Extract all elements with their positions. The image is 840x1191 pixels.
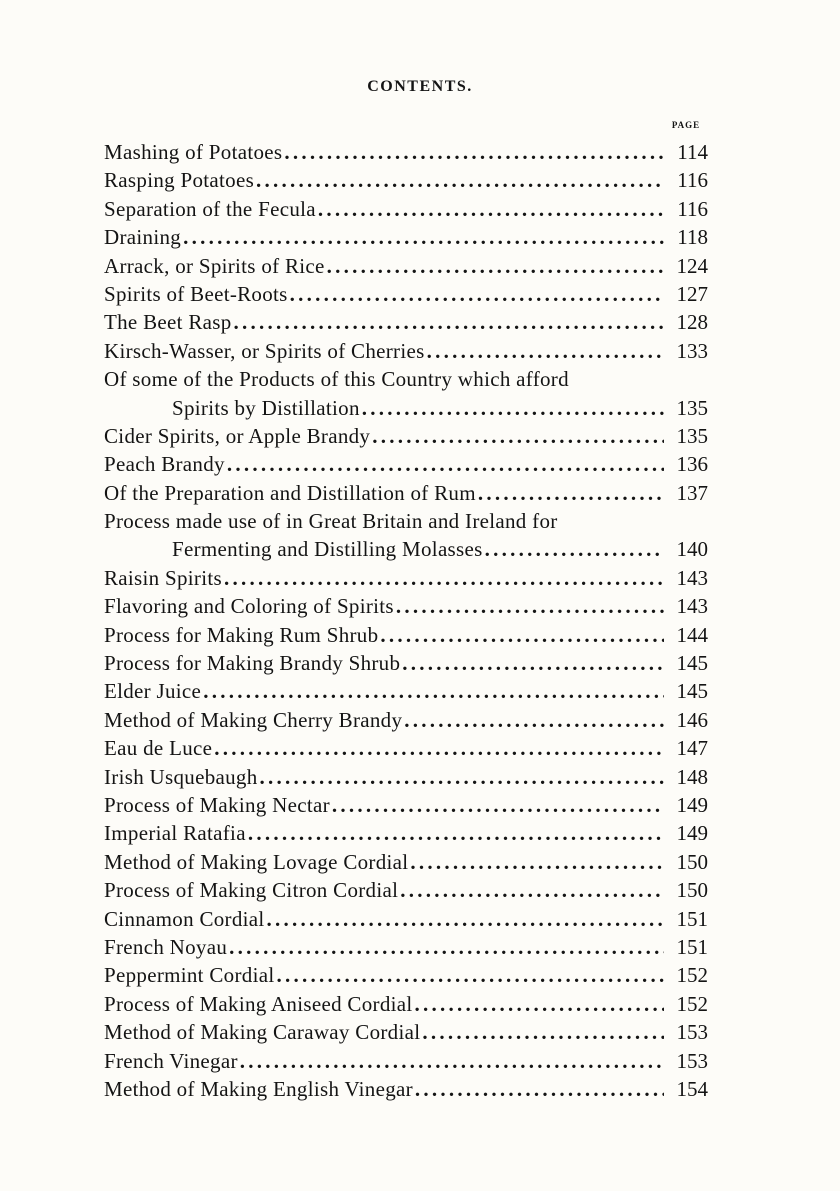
toc-entry: [104, 394, 708, 422]
dot-leader: [404, 706, 664, 734]
entry-page: 116: [677, 196, 708, 221]
entry-title: Mashing of Potatoes: [104, 140, 283, 164]
entry-title: Of the Preparation and Distillation of Rum: [104, 480, 476, 505]
entry-title: Method of Making Lovage Cordial: [104, 849, 409, 874]
entry-title: Process of Making Citron Cordial: [104, 878, 399, 903]
dot-leader: [372, 422, 664, 450]
toc-entry: [104, 819, 708, 847]
entry-page: 127: [676, 281, 708, 306]
entry-title: Rasping Potatoes: [104, 168, 255, 193]
dot-leader: [214, 734, 664, 762]
dot-leader: [415, 1075, 664, 1103]
entry-page: 136: [676, 452, 708, 477]
entry-title: Fermenting and Distilling Molasses: [172, 537, 483, 562]
dot-leader: [267, 905, 664, 933]
entry-page: 151: [676, 934, 708, 959]
entry-page: 118: [677, 225, 708, 250]
entry-title: Peach Brandy: [104, 452, 225, 477]
entry-page: 149: [676, 792, 708, 817]
toc-entry: [104, 1047, 708, 1075]
dot-leader: [183, 223, 664, 251]
entry-title: Spirits of Beet-Roots: [104, 281, 288, 306]
entry-title: The Beet Rasp: [104, 310, 232, 335]
entry-title: Separation of the Fecula: [104, 196, 316, 221]
entry-page: 124: [676, 253, 708, 278]
dot-leader: [256, 166, 664, 194]
toc-entry: [104, 535, 708, 563]
entry-page: 140: [676, 537, 708, 562]
dot-leader: [234, 308, 664, 336]
entry-title: Arrack, or Spirits of Rice: [104, 253, 325, 278]
dot-leader: [402, 649, 664, 677]
toc-entry: [104, 308, 708, 336]
toc-entry: [104, 734, 708, 762]
toc-entry: [104, 848, 708, 876]
toc-entry: [104, 1018, 708, 1046]
toc-entry: [104, 621, 708, 649]
dot-leader: [400, 876, 664, 904]
toc-entry: [104, 592, 708, 620]
entry-page: 150: [676, 878, 708, 903]
dot-leader: [318, 195, 664, 223]
toc-entry: [104, 223, 708, 251]
toc-entry: [104, 195, 708, 223]
toc-entry: [104, 252, 708, 280]
toc-entry: [104, 450, 708, 478]
toc-entry: [104, 677, 708, 705]
entry-title: Process of Making Aniseed Cordial: [104, 991, 413, 1016]
dot-leader: [422, 1018, 664, 1046]
toc-entry: [104, 763, 708, 791]
dot-leader: [240, 1047, 664, 1075]
toc-entry: [104, 791, 708, 819]
entry-page: 135: [676, 395, 708, 420]
toc-entry: [104, 138, 708, 166]
dot-leader: [327, 252, 664, 280]
entry-title: Irish Usquebaugh: [104, 764, 258, 789]
dot-leader: [276, 961, 664, 989]
dot-leader: [290, 280, 664, 308]
toc-entry-continued: [104, 507, 708, 535]
entry-page: 153: [676, 1048, 708, 1073]
entry-page: 149: [676, 821, 708, 846]
dot-leader: [224, 564, 664, 592]
entry-title: Process for Making Brandy Shrub: [104, 651, 401, 676]
dot-leader: [396, 592, 664, 620]
entry-title: Draining: [104, 225, 182, 250]
entry-page: 137: [676, 480, 708, 505]
entry-page: 153: [676, 1020, 708, 1045]
dot-leader: [485, 535, 664, 563]
dot-leader: [415, 990, 664, 1018]
toc-entry: [104, 166, 708, 194]
toc-entry: [104, 337, 708, 365]
entry-page: 151: [676, 906, 708, 931]
entry-title: Elder Juice: [104, 679, 202, 704]
entry-page: 152: [676, 991, 708, 1016]
entry-title: Method of Making Caraway Cordial: [104, 1020, 421, 1045]
entry-title: Process of Making Nectar: [104, 792, 330, 817]
dot-leader: [478, 479, 664, 507]
entry-title: Cider Spirits, or Apple Brandy: [104, 423, 371, 448]
dot-leader: [380, 621, 664, 649]
entry-title: Flavoring and Coloring of Spirits: [104, 594, 394, 619]
entry-title: Kirsch-Wasser, or Spirits of Cherries: [104, 338, 425, 363]
entry-title: Method of Making English Vinegar: [104, 1076, 413, 1101]
entry-page: 148: [676, 764, 708, 789]
entry-title: French Vinegar: [104, 1048, 238, 1073]
dot-leader: [362, 394, 664, 422]
toc-entry-continued: [104, 365, 708, 393]
entry-page: 133: [676, 338, 708, 363]
entry-title: Imperial Ratafia: [104, 821, 246, 846]
entry-title: Process made use of in Great Britain and Ireland for: [104, 509, 558, 534]
entry-page: 128: [676, 310, 708, 335]
entry-title: French Noyau: [104, 934, 228, 959]
page-title: CONTENTS.: [367, 78, 473, 95]
entry-title: Method of Making Cherry Brandy: [104, 707, 403, 732]
entry-page: 114: [677, 140, 708, 164]
dot-leader: [203, 677, 664, 705]
dot-leader: [410, 848, 664, 876]
dot-leader: [284, 138, 664, 166]
toc-entry: [104, 990, 708, 1018]
entry-page: 144: [676, 622, 708, 647]
entry-page: 143: [676, 565, 708, 590]
toc-entry: [104, 479, 708, 507]
toc-entry: [104, 564, 708, 592]
entry-title: Peppermint Cordial: [104, 963, 275, 988]
dot-leader: [332, 791, 664, 819]
entry-page: 145: [676, 651, 708, 676]
toc-entry: [104, 649, 708, 677]
toc-entry: [104, 1075, 708, 1103]
dot-leader: [260, 763, 664, 791]
entry-page: 152: [676, 963, 708, 988]
entry-title: Cinnamon Cordial: [104, 906, 265, 931]
table-of-contents: [104, 138, 708, 1103]
toc-entry: [104, 961, 708, 989]
page-column-label: PAGE: [671, 120, 701, 130]
dot-leader: [227, 450, 664, 478]
toc-entry: [104, 280, 708, 308]
entry-page: 146: [676, 707, 708, 732]
toc-entry: [104, 933, 708, 961]
toc-entry: [104, 876, 708, 904]
toc-entry: [104, 905, 708, 933]
toc-entry: [104, 706, 708, 734]
entry-title: Raisin Spirits: [104, 565, 222, 590]
entry-title: Eau de Luce: [104, 736, 213, 761]
dot-leader: [229, 933, 664, 961]
entry-page: 154: [676, 1076, 708, 1101]
entry-page: 116: [677, 168, 708, 193]
toc-entry: [104, 422, 708, 450]
entry-page: 135: [676, 423, 708, 448]
entry-title: Process for Making Rum Shrub: [104, 622, 379, 647]
dot-leader: [427, 337, 664, 365]
entry-page: 150: [676, 849, 708, 874]
dot-leader: [248, 819, 664, 847]
entry-page: 147: [676, 736, 708, 761]
entry-page: 145: [676, 679, 708, 704]
entry-page: 143: [676, 594, 708, 619]
entry-title: Spirits by Distillation: [172, 395, 360, 420]
entry-title: Of some of the Products of this Country which afford: [104, 367, 569, 392]
